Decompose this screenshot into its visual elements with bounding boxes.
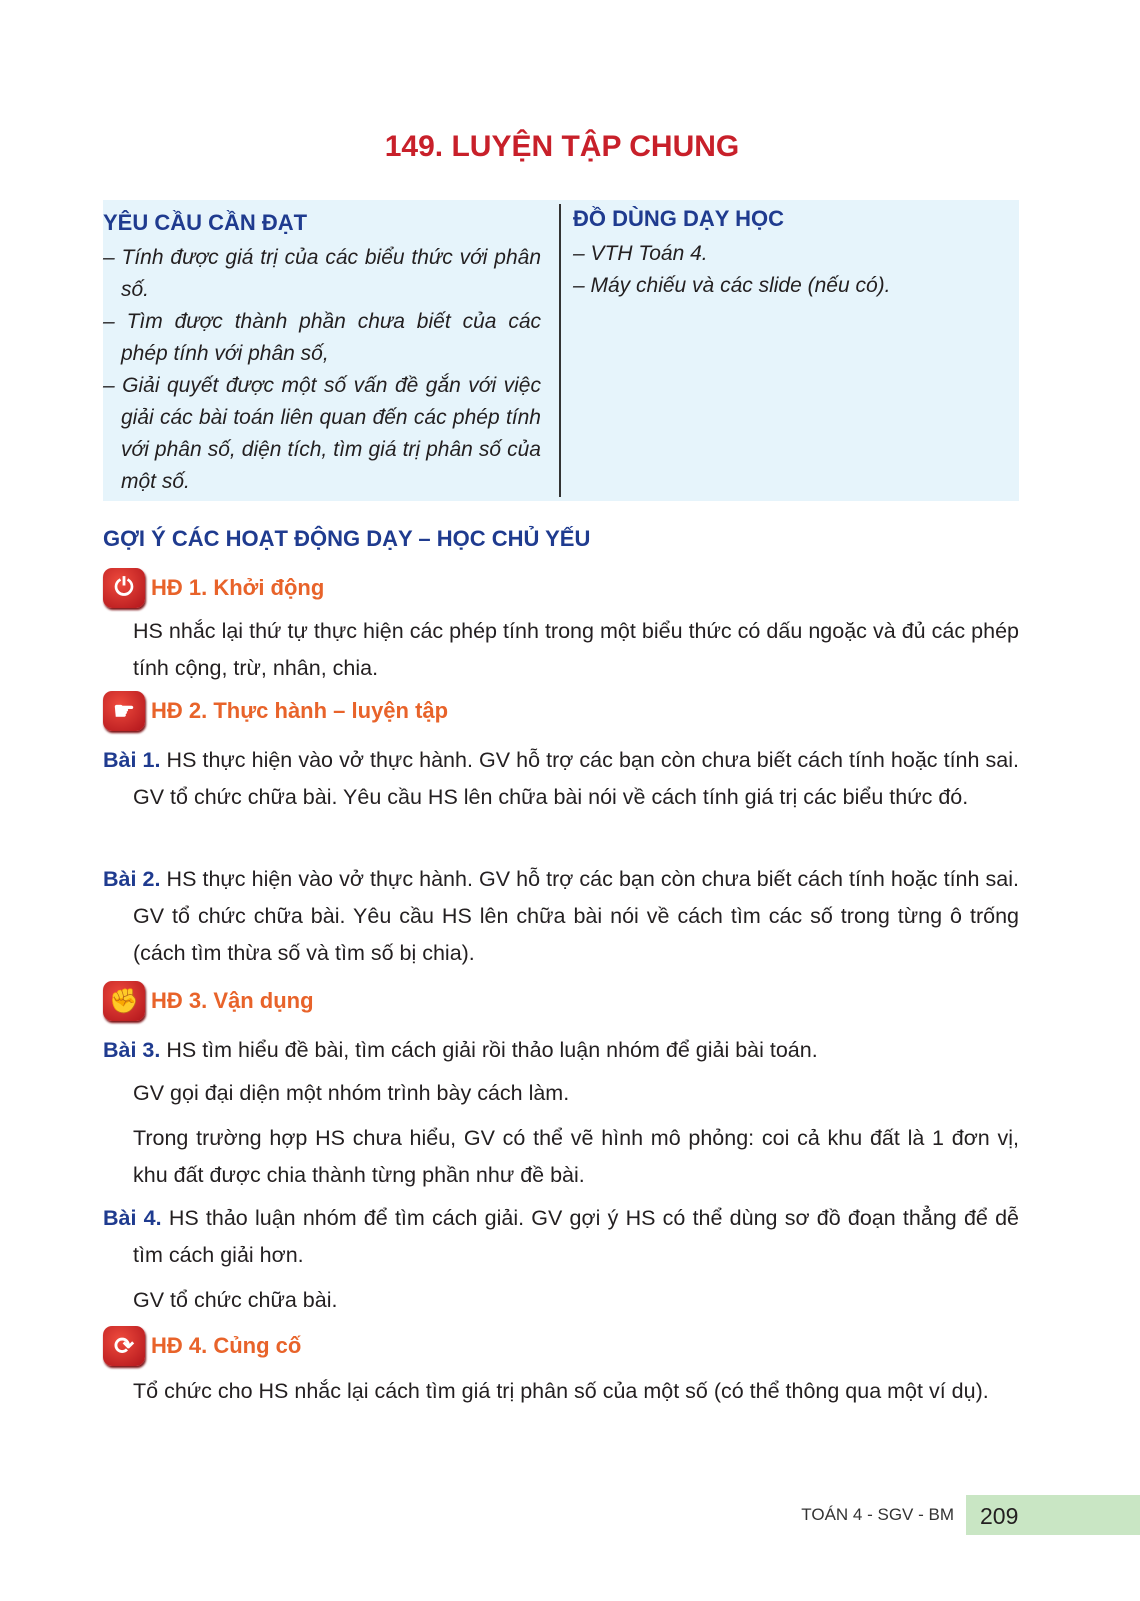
hd1-heading bbox=[103, 568, 324, 608]
hd4-text: Tổ chức cho HS nhắc lại cách tìm giá trị phân số của một số (có thể thông qua một ví dụ). bbox=[133, 1379, 989, 1403]
requirements-column bbox=[103, 204, 561, 497]
bai3-p1: GV gọi đại diện một nhóm trình bày cách làm. bbox=[133, 1081, 570, 1105]
requirement-item: – Giải quyết được một số vấn đề gắn với việc giải các bài toán liên quan đến các phép tính với phân số, diện tích, tìm giá trị phân số của một số. bbox=[103, 374, 541, 493]
bai2: Bài 2. HS thực hiện vào vở thực hành. GV hỗ trợ các bạn còn chưa biết cách tính hoặc tính sai. GV tổ chức chữa bài. Yêu cầu HS lên chữa bài nói về cách tìm các số trong từng ô trống (cách tìm thừa số và tìm số bị chia). bbox=[103, 867, 1019, 965]
footer bbox=[0, 1495, 1140, 1535]
page-title: 149. LUYỆN TẬP CHUNG bbox=[384, 130, 740, 163]
hd4-title: HĐ 4. Củng cố bbox=[151, 1333, 302, 1358]
bai4-p3: GV tổ chức chữa bài. bbox=[133, 1288, 338, 1312]
bai3-p2: Trong trường hợp HS chưa hiểu, GV có thể vẽ hình mô phỏng: coi cả khu đất là 1 đơn vị, khu đất được chia thành từng phần như đề bài. bbox=[133, 1126, 1019, 1187]
hd4-heading bbox=[103, 1326, 301, 1366]
requirement-item: – Tìm được thành phần chưa biết của các phép tính với phân số, bbox=[103, 310, 541, 365]
objectives-box bbox=[103, 200, 1019, 501]
hd1-text: HS nhắc lại thứ tự thực hiện các phép tính trong một biểu thức có dấu ngoặc và đủ các phép tính cộng, trừ, nhân, chia. bbox=[133, 619, 1019, 680]
tool-item: – VTH Toán 4. bbox=[573, 242, 708, 265]
bai1: Bài 1. HS thực hiện vào vở thực hành. GV hỗ trợ các bạn còn chưa biết cách tính hoặc tính sai. GV tổ chức chữa bài. Yêu cầu HS lên chữa bài nói về cách tính giá trị các biểu thức đó. bbox=[103, 748, 1019, 809]
refresh-icon: ⟳ bbox=[103, 1326, 145, 1366]
hd2-heading bbox=[103, 691, 448, 731]
tool-item: – Máy chiếu và các slide (nếu có). bbox=[573, 274, 891, 297]
hd3-title: HĐ 3. Vận dụng bbox=[151, 988, 314, 1013]
requirements-heading: YÊU CẦU CẦN ĐẠT bbox=[103, 210, 308, 235]
hd1-title: HĐ 1. Khởi động bbox=[151, 575, 325, 600]
bai3: Bài 3. HS tìm hiểu đề bài, tìm cách giải rồi thảo luận nhóm để giải bài toán. bbox=[103, 1038, 818, 1062]
tools-heading: ĐỒ DÙNG DẠY HỌC bbox=[573, 206, 785, 231]
hd2-title: HĐ 2. Thực hành – luyện tập bbox=[151, 698, 449, 723]
page-number: 209 bbox=[966, 1495, 1140, 1535]
hand-icon: ☛ bbox=[103, 691, 145, 731]
power-icon: ⏻ bbox=[103, 568, 145, 608]
book-label: TOÁN 4 - SGV - BM bbox=[801, 1505, 954, 1524]
requirement-item: – Tính được giá trị của các biểu thức với phân số. bbox=[103, 246, 541, 301]
tools-column bbox=[561, 200, 890, 501]
fist-icon: ✊ bbox=[103, 981, 145, 1021]
bai4: Bài 4. HS thảo luận nhóm để tìm cách giải. GV gợi ý HS có thể dùng sơ đồ đoạn thẳng để dễ tìm cách giải hơn. bbox=[103, 1206, 1019, 1267]
section-heading: GỢI Ý CÁC HOẠT ĐỘNG DẠY – HỌC CHỦ YẾU bbox=[103, 526, 591, 551]
hd3-heading bbox=[103, 981, 314, 1021]
